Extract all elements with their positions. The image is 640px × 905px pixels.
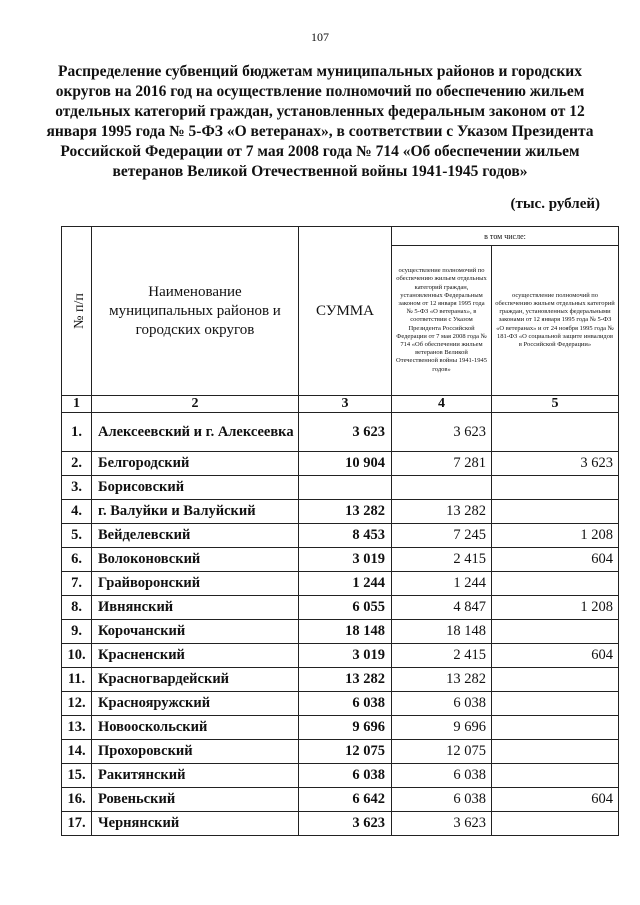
col4-value: 4 847 xyxy=(392,596,492,620)
table-row xyxy=(62,788,619,812)
row-number: 17. xyxy=(62,812,92,836)
district-name: Белгородский xyxy=(92,452,299,476)
row-number: 14. xyxy=(62,740,92,764)
page-number: 107 xyxy=(311,30,329,44)
col5-value xyxy=(492,620,619,644)
col5-value xyxy=(492,500,619,524)
col5-value: 1 208 xyxy=(492,524,619,548)
table-row xyxy=(62,668,619,692)
subsidy-table xyxy=(61,226,619,836)
col5-value xyxy=(492,668,619,692)
sum-value: 3 623 xyxy=(299,812,392,836)
district-name: Волоконовский xyxy=(92,548,299,572)
col4-value: 6 038 xyxy=(392,788,492,812)
sum-value: 3 019 xyxy=(299,644,392,668)
col5-value: 1 208 xyxy=(492,596,619,620)
sum-value: 6 038 xyxy=(299,764,392,788)
row-number: 15. xyxy=(62,764,92,788)
row-number: 4. xyxy=(62,500,92,524)
col4-value: 6 038 xyxy=(392,764,492,788)
table-row xyxy=(62,764,619,788)
col4-value: 6 038 xyxy=(392,692,492,716)
col4-value: 12 075 xyxy=(392,740,492,764)
col4-value: 18 148 xyxy=(392,620,492,644)
table-body xyxy=(62,413,619,836)
col4-value: 2 415 xyxy=(392,548,492,572)
district-name: Прохоровский xyxy=(92,740,299,764)
col5-value: 3 623 xyxy=(492,452,619,476)
col5-value: 604 xyxy=(492,644,619,668)
row-number: 8. xyxy=(62,596,92,620)
col5-value xyxy=(492,716,619,740)
district-name: Грайворонский xyxy=(92,572,299,596)
table-row xyxy=(62,812,619,836)
table-row xyxy=(62,548,619,572)
sum-value: 9 696 xyxy=(299,716,392,740)
header-col5: осуществление полномочий по обеспечению жильем отдельных категорий граждан, установленных федеральными законами от 12 января 1995 года № 5-ФЗ «О ветеранах» и от 24 ноября 1995 года № 181-ФЗ «О социальной защите инвалидов в Российской Федерации» xyxy=(492,246,619,396)
col4-value: 9 696 xyxy=(392,716,492,740)
header-including: в том числе: xyxy=(392,227,619,246)
sum-value: 3 019 xyxy=(299,548,392,572)
header-name: Наименование муниципальных районов и городских округов xyxy=(92,227,299,396)
col5-value xyxy=(492,476,619,500)
sum-value: 6 642 xyxy=(299,788,392,812)
table-row xyxy=(62,572,619,596)
sum-value: 12 075 xyxy=(299,740,392,764)
header-col4: осуществление полномочий по обеспечению жильем отдельных категорий граждан, установленных Федеральным законом от 12 января 1995 года № 5-ФЗ «О ветеранах», в соответствии с Указом Президента Российской Федерации от 7 мая 2008 года № 714 «Об обеспечении жильем ветеранов Великой Отечественной войны 1941-1945 годов» xyxy=(392,246,492,396)
column-number: 5 xyxy=(492,396,619,413)
col4-value: 7 245 xyxy=(392,524,492,548)
sum-value: 6 055 xyxy=(299,596,392,620)
table-row xyxy=(62,452,619,476)
column-number: 3 xyxy=(299,396,392,413)
district-name: г. Валуйки и Валуйский xyxy=(92,500,299,524)
table-row xyxy=(62,476,619,500)
sum-value: 1 244 xyxy=(299,572,392,596)
col5-value: 604 xyxy=(492,788,619,812)
sum-value: 8 453 xyxy=(299,524,392,548)
table-row xyxy=(62,740,619,764)
district-name: Борисовский xyxy=(92,476,299,500)
table-row xyxy=(62,524,619,548)
col4-value: 3 623 xyxy=(392,812,492,836)
column-number: 1 xyxy=(62,396,92,413)
document-title: Распределение субвенций бюджетам муниципальных районов и городских округов на 2016 год на осуществление полномочий по обеспечению жильем отдельных категорий граждан, установленных федеральным законом от 12 января 1995 года № 5-ФЗ «О ветеранах», в соответствии с Указом Президента Российской Федерации от 7 мая 2008 года № 714 «Об обеспечении жильем ветеранов Великой Отечественной войны 1941-1945 годов» xyxy=(46,63,594,180)
col4-value: 13 282 xyxy=(392,668,492,692)
col5-value xyxy=(492,740,619,764)
table-row xyxy=(62,692,619,716)
sum-value: 6 038 xyxy=(299,692,392,716)
column-number: 4 xyxy=(392,396,492,413)
col4-value: 2 415 xyxy=(392,644,492,668)
sum-value: 13 282 xyxy=(299,500,392,524)
row-number: 2. xyxy=(62,452,92,476)
district-name: Ракитянский xyxy=(92,764,299,788)
col4-value: 13 282 xyxy=(392,500,492,524)
sum-value: 13 282 xyxy=(299,668,392,692)
col5-value: 604 xyxy=(492,548,619,572)
district-name: Красненский xyxy=(92,644,299,668)
district-name: Краснояружский xyxy=(92,692,299,716)
sum-value: 10 904 xyxy=(299,452,392,476)
row-number: 9. xyxy=(62,620,92,644)
row-number: 7. xyxy=(62,572,92,596)
column-numbers-row xyxy=(62,396,619,413)
col4-value: 1 244 xyxy=(392,572,492,596)
row-number: 1. xyxy=(62,413,92,452)
district-name: Ровеньский xyxy=(92,788,299,812)
district-name: Красногвардейский xyxy=(92,668,299,692)
district-name: Вейделевский xyxy=(92,524,299,548)
table-row xyxy=(62,644,619,668)
col5-value xyxy=(492,764,619,788)
row-number: 6. xyxy=(62,548,92,572)
table-row xyxy=(62,500,619,524)
col5-value xyxy=(492,812,619,836)
header-sum: СУММА xyxy=(299,227,392,396)
table-row xyxy=(62,620,619,644)
row-number: 5. xyxy=(62,524,92,548)
col5-value xyxy=(492,572,619,596)
district-name: Новооскольский xyxy=(92,716,299,740)
row-number: 10. xyxy=(62,644,92,668)
sum-value: 3 623 xyxy=(299,413,392,452)
sum-value xyxy=(299,476,392,500)
header-number: № п/п xyxy=(62,227,92,396)
col4-value xyxy=(392,476,492,500)
column-number: 2 xyxy=(92,396,299,413)
district-name: Чернянский xyxy=(92,812,299,836)
row-number: 16. xyxy=(62,788,92,812)
col5-value xyxy=(492,413,619,452)
unit-label: (тыс. рублей) xyxy=(510,196,600,212)
sum-value: 18 148 xyxy=(299,620,392,644)
district-name: Корочанский xyxy=(92,620,299,644)
col4-value: 7 281 xyxy=(392,452,492,476)
table-row xyxy=(62,596,619,620)
district-name: Ивнянский xyxy=(92,596,299,620)
row-number: 11. xyxy=(62,668,92,692)
table-row xyxy=(62,716,619,740)
row-number: 3. xyxy=(62,476,92,500)
table-row xyxy=(62,413,619,452)
district-name: Алексеевский и г. Алексеевка xyxy=(92,413,299,452)
row-number: 12. xyxy=(62,692,92,716)
col4-value: 3 623 xyxy=(392,413,492,452)
row-number: 13. xyxy=(62,716,92,740)
col5-value xyxy=(492,692,619,716)
